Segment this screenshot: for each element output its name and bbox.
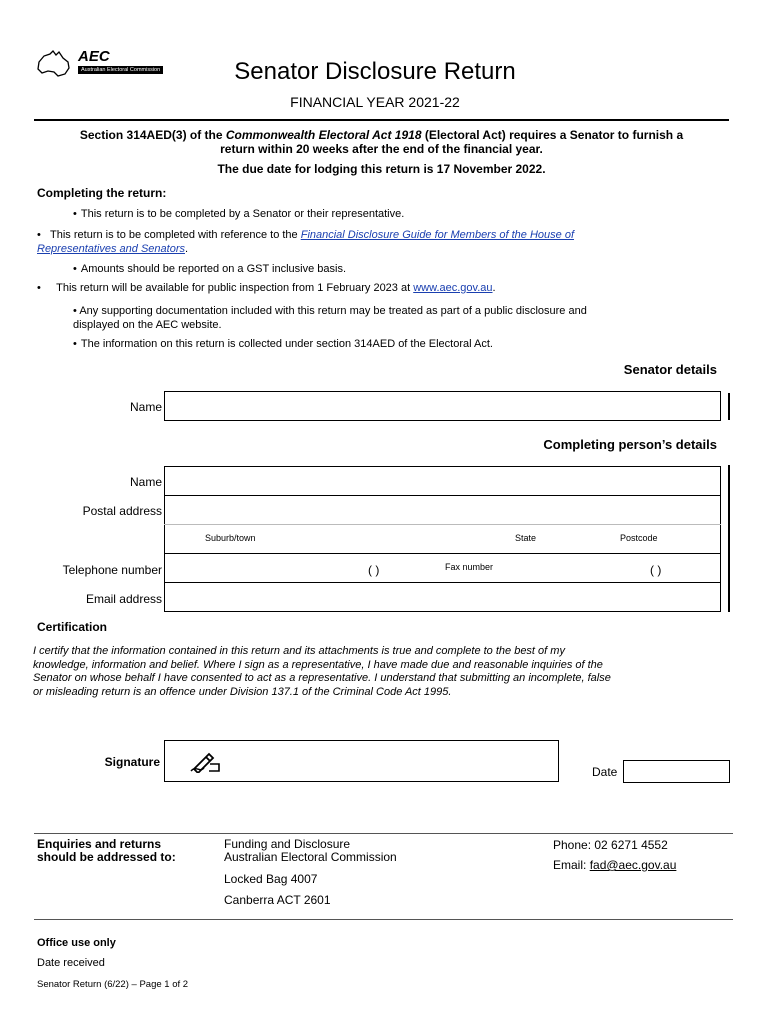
australia-map-icon	[36, 50, 72, 78]
signature-input[interactable]	[164, 740, 559, 782]
completing-heading: Completing the return:	[37, 186, 167, 200]
postal-address-label: Postal address	[82, 504, 162, 518]
locked-bag: Locked Bag 4007	[224, 872, 318, 886]
row-divider	[164, 553, 721, 554]
logo-abbr: AEC	[78, 48, 110, 65]
phone-number: Phone: 02 6271 4552	[553, 838, 668, 852]
date-input[interactable]	[623, 760, 730, 783]
enquiries-rule	[34, 833, 733, 834]
financial-year: FINANCIAL YEAR 2021-22	[290, 94, 460, 110]
person-details-heading: Completing person’s details	[543, 437, 717, 452]
senator-details-heading: Senator details	[623, 362, 717, 377]
office-rule	[34, 919, 733, 920]
senator-name-input[interactable]	[164, 391, 721, 421]
intro-line-2: return within 20 weeks after the end of the financial year.	[220, 142, 543, 156]
telephone-area-code[interactable]: ( )	[368, 563, 380, 577]
suburb-label: Suburb/town	[205, 533, 256, 543]
aec-logo	[36, 48, 186, 80]
bullet-3: • Amounts should be reported on a GST inclusive basis.	[73, 263, 346, 275]
bullet-1: • This return is to be completed by a Senator or their representative.	[73, 208, 404, 220]
bullet-6: • The information on this return is collected under section 314AED of the Electoral Act.	[73, 338, 493, 350]
person-bar	[728, 465, 730, 612]
page-title: Senator Disclosure Return	[234, 58, 516, 85]
email-label: Email address	[85, 592, 162, 606]
bullet-2: • This return is to be completed with reference to the Financial Disclosure Guide for Members of the House of Representatives and Senators.	[37, 229, 575, 255]
fax-label: Fax number	[445, 562, 494, 572]
certification-heading: Certification	[37, 620, 108, 634]
office-use-heading: Office use only	[37, 937, 116, 949]
person-name-input[interactable]	[166, 468, 719, 494]
person-name-label: Name	[129, 475, 162, 489]
enquiries-label: Enquiries and returns should be addressed to:	[37, 837, 176, 864]
telephone-label: Telephone number	[62, 563, 162, 577]
postal-address-block: Funding and Disclosure Australian Electoral Commission	[224, 837, 397, 864]
city-postcode: Canberra ACT 2601	[224, 893, 331, 907]
email-line: Email: fad@aec.gov.au	[553, 858, 677, 872]
row-divider	[164, 495, 721, 496]
state-label: State	[515, 533, 537, 543]
bullet-4: • This return will be available for public inspection from 1 February 2023 at www.aec.gov.au.	[37, 282, 496, 294]
pen-signature-icon	[190, 751, 224, 773]
email-link[interactable]: fad@aec.gov.au	[589, 858, 677, 872]
page-footer: Senator Return (6/22) – Page 1 of 2	[37, 979, 189, 990]
senator-name-label: Name	[129, 400, 162, 414]
date-received-label: Date received	[37, 957, 105, 969]
signature-label: Signature	[104, 755, 160, 769]
certification-text: I certify that the information contained in this return and its attachments is true and complete to the best of my knowledge, information and belief. Where I sign as a representative, I have made due and reasonable inquiries of the Senator on whose behalf I have consented to act as a representative. I understand that submitting an incomplete, false or misleading return is an offence under Division 137.1 of the Criminal Code Act 1995.	[33, 645, 611, 698]
intro-line-1: Section 314AED(3) of the Commonwealth Electoral Act 1918 (Electoral Act) requires a Senator to furnish a	[79, 128, 684, 142]
senator-bar	[728, 393, 730, 420]
bullet-5: • Any supporting documentation included with this return may be treated as part of a public disclosure and displayed on the AEC website.	[73, 305, 587, 331]
due-date: The due date for lodging this return is 17 November 2022.	[217, 162, 546, 176]
logo-name: Australian Electoral Commission	[78, 66, 163, 74]
fax-area-code[interactable]: ( )	[650, 563, 662, 577]
postcode-label: Postcode	[620, 533, 658, 543]
email-input[interactable]	[166, 584, 719, 610]
disclosure-guide-link[interactable]: Financial Disclosure Guide for Members of the House of	[300, 229, 575, 241]
date-label: Date	[592, 765, 618, 779]
row-divider	[164, 582, 721, 583]
header-rule	[34, 119, 729, 121]
aec-website-link[interactable]: www.aec.gov.au	[413, 282, 493, 294]
disclosure-guide-link-2[interactable]: Representatives and Senators	[37, 243, 185, 255]
